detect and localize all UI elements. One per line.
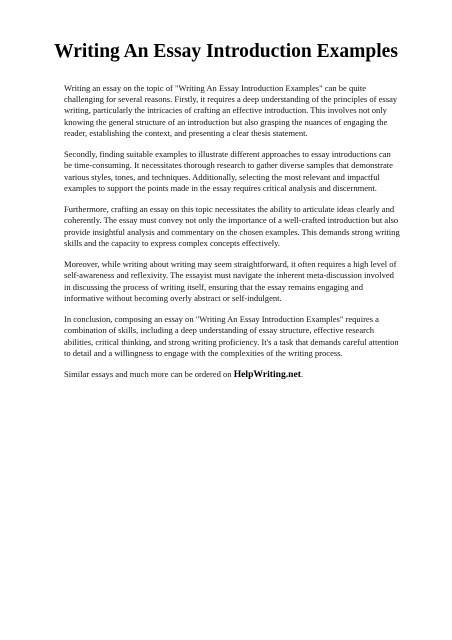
paragraph-1: Writing an essay on the topic of "Writing An Essay Introduction Examples" can be quite challenging for several reasons. Firstly, it requires a deep understanding of the principles of essay writing, particularly the intricacies of crafting an effective introduction. This involves not only knowing the general structure of an introduction but also grasping the nuances of engaging the reader, establishing the context, and presenting a clear thesis statement.	[64, 83, 398, 138]
paragraph-3: Furthermore, crafting an essay on this topic necessitates the ability to articulate ideas clearly and coherently. The essay must convey not only the importance of a well-crafted introduction but also provide insightful analysis and commentary on the chosen examples. This demands strong writing skills and the capacity to express complex concepts effectively.	[64, 204, 400, 248]
helpwriting-link[interactable]: HelpWriting.net	[233, 369, 301, 381]
closing-period: .	[300, 369, 304, 380]
paragraph-2: Secondly, finding suitable examples to illustrate different approaches to essay introductions can be time-consuming. It necessitates thorough research to gather diverse samples that demonstrate various styles, tones, and techniques. Additionally, selecting the most relevant and impactful examples to support the points made in the essay requires critical analysis and discernment.	[64, 149, 393, 193]
paragraph-4: Moreover, while writing about writing may seem straightforward, it often requires a high level of self-awareness and reflexivity. The essayist must navigate the inherent meta-discussion involved in discussing the process of writing itself, ensuring that the essay remains engaging and informative without becoming overly abstract or self-indulgent.	[64, 259, 397, 303]
document-body	[64, 83, 400, 380]
document-title: Writing An Essay Introduction Examples	[54, 41, 398, 62]
paragraph-5: In conclusion, composing an essay on "Writing An Essay Introduction Examples" requires a combination of skills, including a deep understanding of essay structure, effective research abilities, critical thinking, and strong writing proficiency. It's a task that demands careful attention to detail and a willingness to engage with the complexities of the writing process.	[64, 314, 399, 358]
closing-text: Similar essays and much more can be ordered on	[64, 369, 234, 380]
closing-line	[64, 369, 400, 380]
